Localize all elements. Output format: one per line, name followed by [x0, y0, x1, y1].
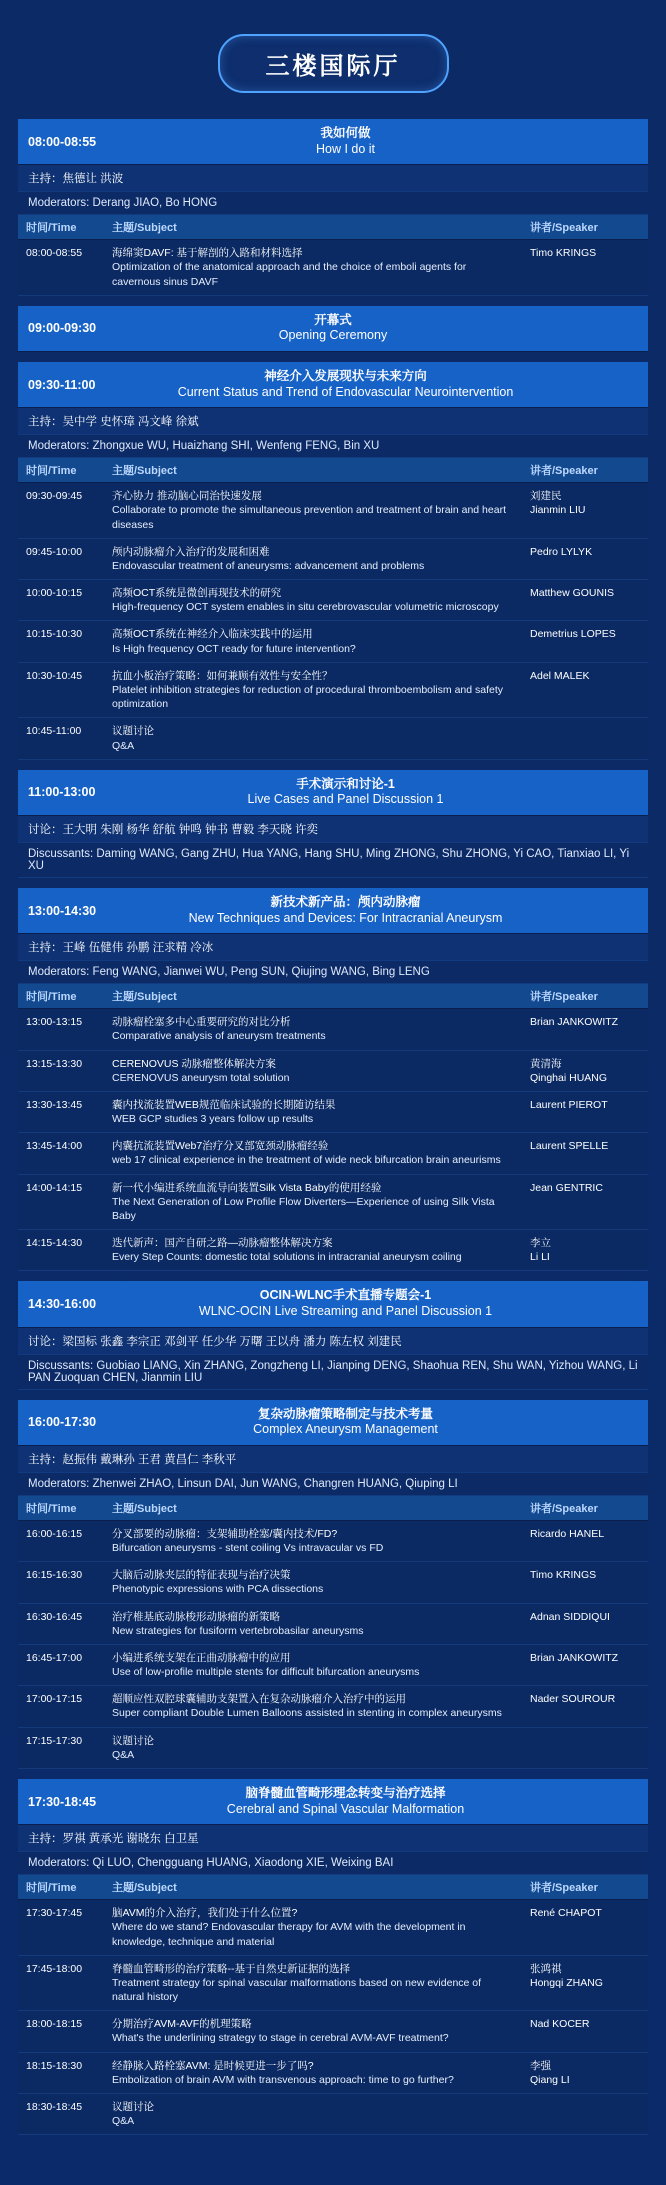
row-speaker: [522, 1562, 648, 1603]
column-header-speaker: 讲者/Speaker: [522, 1496, 648, 1521]
row-speaker: [522, 240, 648, 296]
session-time: 09:30-11:00: [28, 377, 96, 392]
row-speaker-en: Li LI: [530, 1251, 550, 1264]
table-row: [18, 580, 648, 621]
row-subject-cn: 大脑后动脉夹层的特征表现与治疗决策: [112, 1569, 291, 1582]
row-speaker-en: Timo KRINGS: [530, 247, 597, 260]
session-moderators-en: Moderators: Zhenwei ZHAO, Linsun DAI, Jun WANG, Changren HUANG, Qiuping LI: [18, 1473, 648, 1496]
column-header-speaker: 讲者/Speaker: [522, 1875, 648, 1900]
row-speaker: [522, 1603, 648, 1644]
table-row: [18, 1644, 648, 1685]
session-moderators-cn: 讨论：梁国标 张鑫 李宗正 邓剑平 任少华 万曙 王以舟 潘力 陈左权 刘建民: [18, 1328, 648, 1355]
session-block: [18, 306, 648, 352]
row-speaker-cn: 李强: [530, 2059, 551, 2072]
row-subject-en: Q&A: [112, 2115, 135, 2128]
session-titles: [123, 126, 638, 157]
row-time: 13:30-13:45: [18, 1091, 104, 1132]
row-speaker-en: Jianmin LIU: [530, 504, 586, 517]
row-subject: [104, 1133, 522, 1174]
session-time: 16:00-17:30: [28, 1415, 97, 1430]
session-title-en: Complex Aneurysm Management: [253, 1422, 438, 1437]
row-subject-en: Is High frequency OCT ready for future intervention?: [112, 642, 356, 655]
row-subject: [104, 662, 522, 718]
row-subject-en: High-frequency OCT system enables in situ cerebrovascular volumetric microscopy: [112, 601, 499, 614]
row-subject-en: Embolization of brain AVM with transvenous approach: time to go further?: [112, 2073, 454, 2086]
session-titles: [123, 1407, 638, 1438]
row-speaker: [522, 1050, 648, 1091]
row-subject-en: Comparative analysis of aneurysm treatments: [112, 1030, 326, 1043]
session-title-en: WLNC-OCIN Live Streaming and Panel Discussion 1: [198, 1304, 493, 1319]
row-speaker-en: Nad KOCER: [530, 2018, 590, 2031]
row-time: 16:15-16:30: [18, 1562, 104, 1603]
section-spacer: [18, 1769, 648, 1779]
table-row: [18, 1050, 648, 1091]
row-speaker-en: Nader SOUROUR: [530, 1693, 616, 1706]
column-header-speaker: 讲者/Speaker: [522, 215, 648, 240]
session-table: [18, 984, 648, 1271]
table-row: [18, 662, 648, 718]
session-titles: [123, 313, 638, 344]
column-header-subject: 主题/Subject: [104, 1875, 522, 1900]
row-time: 14:15-14:30: [18, 1230, 104, 1271]
row-subject-cn: 脑AVM的介入治疗，我们处于什么位置?: [112, 1907, 298, 1920]
section-spacer: [18, 2135, 648, 2145]
session-header: [18, 770, 648, 816]
row-time: 17:45-18:00: [18, 1955, 104, 2011]
row-subject: [104, 538, 522, 579]
table-row: [18, 1520, 648, 1561]
row-speaker: [522, 1133, 648, 1174]
session-header: [18, 119, 648, 165]
row-speaker-en: Demetrius LOPES: [530, 628, 616, 641]
session-title-cn: 脑脊髓血管畸形理念转变与治疗选择: [245, 1785, 446, 1800]
row-subject: [104, 718, 522, 759]
table-row: [18, 2011, 648, 2052]
table-row: [18, 538, 648, 579]
row-subject-en: CERENOVUS aneurysm total solution: [112, 1071, 290, 1084]
session-time: 14:30-16:00: [28, 1297, 97, 1312]
session-title-cn: 开幕式: [314, 312, 352, 327]
session-moderators-cn: 主持：罗祺 黄承光 谢晓东 白卫星: [18, 1825, 648, 1852]
row-subject: [104, 621, 522, 662]
section-spacer: [18, 1390, 648, 1400]
session-titles: [123, 1288, 638, 1319]
table-row: [18, 1174, 648, 1230]
row-subject-cn: 议题讨论: [112, 1734, 154, 1747]
column-header-subject: 主题/Subject: [104, 984, 522, 1009]
row-speaker: [522, 621, 648, 662]
row-subject-en: Every Step Counts: domestic total solutions in intracranial aneurysm coiling: [112, 1251, 462, 1264]
session-moderators-en: Discussants: Daming WANG, Gang ZHU, Hua YANG, Hang SHU, Ming ZHONG, Shu ZHONG, Yi CAO, Tianxiao LI, Yi XU: [18, 843, 648, 878]
row-time: 18:30-18:45: [18, 2093, 104, 2134]
session-header: [18, 306, 648, 352]
row-speaker: [522, 1686, 648, 1727]
session-title-en: Cerebral and Spinal Vascular Malformation: [226, 1801, 465, 1816]
session-moderators-en: Moderators: Zhongxue WU, Huaizhang SHI, Wenfeng FENG, Bin XU: [18, 435, 648, 458]
session-moderators-en: Discussants: Guobiao LIANG, Xin ZHANG, Zongzheng LI, Jianping DENG, Shaohua REN, Shu WAN, Yizhou WANG, Li PAN Zuoquan CHEN, Jianmin LIU: [18, 1355, 648, 1390]
session-block: [18, 1779, 648, 2135]
session-table: [18, 1875, 648, 2135]
session-title-cn: 复杂动脉瘤策略制定与技术考量: [257, 1406, 433, 1421]
row-time: 13:15-13:30: [18, 1050, 104, 1091]
row-subject: [104, 2011, 522, 2052]
row-speaker: [522, 1900, 648, 1956]
row-speaker-cn: 张鸿祺: [530, 1962, 562, 1975]
row-speaker-en: Laurent PIEROT: [530, 1098, 608, 1111]
row-subject: [104, 1562, 522, 1603]
row-subject-en: Super compliant Double Lumen Balloons assisted in stenting in complex aneurysms: [112, 1707, 502, 1720]
row-subject-en: Treatment strategy for spinal vascular malformations based on new evidence of natural history: [112, 1976, 482, 2004]
row-speaker: [522, 718, 648, 759]
row-subject-cn: 动脉瘤栓塞多中心重要研究的对比分析: [112, 1016, 291, 1029]
session-title-cn: 神经介入发展现状与未来方向: [264, 369, 427, 384]
row-subject: [104, 1520, 522, 1561]
session-table: [18, 458, 648, 759]
row-subject-en: Optimization of the anatomical approach and the choice of emboli agents for cavernous sinus DAVF: [112, 261, 467, 288]
column-header-speaker: 讲者/Speaker: [522, 458, 648, 483]
session-title-cn: OCIN-WLNC手术直播专题会-1: [259, 1288, 432, 1303]
row-speaker: [522, 1520, 648, 1561]
session-block: [18, 1400, 648, 1769]
row-subject-en: New strategies for fusiform vertebrobasilar aneurysms: [112, 1624, 364, 1637]
session-time: 09:00-09:30: [28, 321, 97, 336]
session-header: [18, 362, 648, 408]
row-speaker-en: Timo KRINGS: [530, 1569, 597, 1582]
row-speaker-cn: 黄清海: [530, 1057, 562, 1070]
table-row: [18, 718, 648, 759]
row-speaker-cn: 李立: [530, 1237, 551, 1250]
row-subject: [104, 2093, 522, 2134]
row-speaker-en: Pedro LYLYK: [530, 545, 593, 558]
row-speaker: [522, 538, 648, 579]
row-subject-cn: 海绵窦DAVF: 基于解剖的入路和材料选择: [112, 247, 303, 260]
row-subject: [104, 580, 522, 621]
row-subject-cn: 高频OCT系统在神经介入临床实践中的运用: [112, 628, 313, 641]
row-subject-en: Phenotypic expressions with PCA dissections: [112, 1583, 324, 1596]
row-time: 14:00-14:15: [18, 1174, 104, 1230]
session-title-en: Opening Ceremony: [278, 328, 388, 343]
row-subject-en: web 17 clinical experience in the treatment of wide neck bifurcation brain aneurisms: [112, 1154, 501, 1167]
section-spacer: [18, 760, 648, 770]
row-speaker-en: Hongqi ZHANG: [530, 1976, 603, 1989]
row-time: 09:30-09:45: [18, 483, 104, 539]
session-time: 13:00-14:30: [28, 903, 97, 918]
row-speaker-en: Qiang LI: [530, 2073, 570, 2086]
session-titles: [123, 369, 638, 400]
row-subject-cn: 议题讨论: [112, 2100, 154, 2113]
column-header-time: 时间/Time: [18, 1875, 104, 1900]
row-time: 18:15-18:30: [18, 2052, 104, 2093]
session-block: [18, 119, 648, 296]
session-moderators-cn: 主持：焦德让 洪波: [18, 165, 648, 192]
row-speaker-en: Brian JANKOWITZ: [530, 1016, 619, 1029]
row-speaker-en: René CHAPOT: [530, 1907, 602, 1920]
table-row: [18, 621, 648, 662]
row-subject: [104, 1230, 522, 1271]
table-header-row: [18, 458, 648, 483]
row-speaker: [522, 662, 648, 718]
table-row: [18, 1900, 648, 1956]
table-header-row: [18, 1875, 648, 1900]
row-speaker-en: Adel MALEK: [530, 669, 590, 682]
row-subject-en: The Next Generation of Low Profile Flow Diverters—Experience of using Silk Vista Baby: [112, 1195, 495, 1222]
row-speaker-en: Jean GENTRIC: [530, 1181, 603, 1194]
row-subject-cn: 迭代新声：国产自研之路—动脉瘤整体解决方案: [112, 1237, 333, 1250]
session-header: [18, 888, 648, 934]
row-subject-cn: 小编进系统支架在正曲动脉瘤中的应用: [112, 1651, 291, 1664]
row-subject-en: Q&A: [112, 739, 135, 752]
row-speaker: [522, 1727, 648, 1768]
row-subject-cn: 分期治疗AVM-AVF的机理策略: [112, 2018, 252, 2031]
session-titles: [123, 895, 638, 926]
row-subject-cn: 高频OCT系统是微创再现技术的研究: [112, 587, 282, 600]
row-subject: [104, 1174, 522, 1230]
row-subject-cn: 分叉部要的动脉瘤：支架辅助栓塞/囊内技术/FD?: [112, 1527, 338, 1540]
row-speaker: [522, 1955, 648, 2011]
row-speaker-en: Qinghai HUANG: [530, 1071, 608, 1084]
row-time: 10:15-10:30: [18, 621, 104, 662]
row-subject-en: Use of low-profile multiple stents for difficult bifurcation aneurysms: [112, 1666, 420, 1679]
column-header-time: 时间/Time: [18, 458, 104, 483]
row-speaker-en: Brian JANKOWITZ: [530, 1651, 619, 1664]
session-time: 11:00-13:00: [28, 785, 96, 800]
column-header-time: 时间/Time: [18, 1496, 104, 1521]
row-subject: [104, 1050, 522, 1091]
session-title-cn: 手术演示和讨论-1: [296, 776, 395, 791]
row-time: 09:45-10:00: [18, 538, 104, 579]
session-block: [18, 362, 648, 760]
session-title-cn: 新技术新产品：颅内动脉瘤: [270, 894, 421, 909]
row-subject-cn: 超顺应性双腔球囊辅助支架置入在复杂动脉瘤介入治疗中的运用: [112, 1693, 406, 1706]
session-header: [18, 1779, 648, 1825]
table-header-row: [18, 984, 648, 1009]
table-row: [18, 2093, 648, 2134]
table-row: [18, 1727, 648, 1768]
section-spacer: [18, 878, 648, 888]
session-titles: [123, 1786, 638, 1817]
row-subject-en: Collaborate to promote the simultaneous prevention and treatment of brain and heart diseases: [112, 504, 506, 531]
session-block: [18, 770, 648, 878]
row-speaker: [522, 580, 648, 621]
column-header-time: 时间/Time: [18, 984, 104, 1009]
row-subject-cn: 颅内动脉瘤介入治疗的发展和困难: [112, 545, 270, 558]
session-moderators-cn: 讨论：王大明 朱刚 杨华 舒航 钟鸣 钟书 曹毅 李天晓 许奕: [18, 816, 648, 843]
row-subject-en: WEB GCP studies 3 years follow up results: [112, 1113, 314, 1126]
session-title-en: Current Status and Trend of Endovascular Neurointervention: [177, 384, 514, 399]
row-subject-cn: 内囊抗流装置Web7治疗分叉部宽颈动脉瘤经验: [112, 1140, 329, 1153]
row-subject: [104, 1091, 522, 1132]
row-speaker-en: Adnan SIDDIQUI: [530, 1610, 610, 1623]
section-spacer: [18, 1271, 648, 1281]
table-row: [18, 1686, 648, 1727]
row-speaker: [522, 2093, 648, 2134]
table-row: [18, 1133, 648, 1174]
session-titles: [123, 777, 638, 808]
row-subject: [104, 1727, 522, 1768]
row-speaker-en: Matthew GOUNIS: [530, 587, 615, 600]
session-table: [18, 1496, 648, 1769]
session-title-en: Live Cases and Panel Discussion 1: [247, 792, 444, 807]
row-time: 10:45-11:00: [18, 718, 104, 759]
session-moderators-cn: 主持：赵振伟 戴琳孙 王君 黄昌仁 李秋平: [18, 1446, 648, 1473]
section-spacer: [18, 296, 648, 306]
row-subject-en: What's the underlining strategy to stage in cerebral AVM-AVF treatment?: [112, 2032, 449, 2045]
row-subject-cn: 脊髓血管畸形的治疗策略--基于自然史新证据的选择: [112, 1962, 350, 1975]
table-row: [18, 240, 648, 296]
row-speaker: [522, 1091, 648, 1132]
row-subject: [104, 2052, 522, 2093]
session-moderators-cn: 主持：吴中学 史怀璋 冯文峰 徐斌: [18, 408, 648, 435]
session-moderators-cn: 主持：王峰 伍健伟 孙鹏 汪求精 冷冰: [18, 934, 648, 961]
row-time: 10:00-10:15: [18, 580, 104, 621]
table-header-row: [18, 215, 648, 240]
column-header-subject: 主题/Subject: [104, 458, 522, 483]
hall-banner: [0, 0, 666, 119]
table-row: [18, 1091, 648, 1132]
table-row: [18, 1562, 648, 1603]
row-subject-cn: 齐心协力 推动脑心同治快速发展: [112, 490, 262, 503]
session-moderators-en: Moderators: Derang JIAO, Bo HONG: [18, 192, 648, 215]
row-subject: [104, 1009, 522, 1050]
table-row: [18, 1603, 648, 1644]
session-time: 17:30-18:45: [28, 1794, 97, 1809]
row-speaker-en: Laurent SPELLE: [530, 1140, 609, 1153]
row-speaker-cn: 刘建民: [530, 490, 562, 503]
sessions-container: [0, 119, 666, 2145]
column-header-time: 时间/Time: [18, 215, 104, 240]
row-time: 16:30-16:45: [18, 1603, 104, 1644]
row-time: 17:15-17:30: [18, 1727, 104, 1768]
row-subject: [104, 1900, 522, 1956]
session-header: [18, 1400, 648, 1446]
row-time: 16:45-17:00: [18, 1644, 104, 1685]
row-speaker: [522, 483, 648, 539]
row-subject-cn: CERENOVUS 动脉瘤整体解决方案: [112, 1057, 276, 1070]
session-header: [18, 1281, 648, 1327]
row-subject: [104, 1686, 522, 1727]
session-moderators-en: Moderators: Qi LUO, Chengguang HUANG, Xiaodong XIE, Weixing BAI: [18, 1852, 648, 1875]
row-speaker: [522, 1644, 648, 1685]
row-time: 16:00-16:15: [18, 1520, 104, 1561]
session-table: [18, 215, 648, 296]
row-time: 10:30-10:45: [18, 662, 104, 718]
row-time: 13:45-14:00: [18, 1133, 104, 1174]
row-time: 17:00-17:15: [18, 1686, 104, 1727]
table-row: [18, 1230, 648, 1271]
row-time: 18:00-18:15: [18, 2011, 104, 2052]
column-header-subject: 主题/Subject: [104, 1496, 522, 1521]
row-speaker: [522, 2011, 648, 2052]
row-subject-cn: 经静脉入路栓塞AVM: 是时候更进一步了吗?: [112, 2059, 314, 2072]
row-speaker: [522, 1174, 648, 1230]
row-subject-cn: 抗血小板治疗策略：如何兼顾有效性与安全性？: [112, 669, 333, 682]
table-row: [18, 1955, 648, 2011]
row-subject-cn: 议题讨论: [112, 725, 154, 738]
table-row: [18, 2052, 648, 2093]
row-speaker: [522, 1009, 648, 1050]
row-subject: [104, 1644, 522, 1685]
section-spacer: [18, 352, 648, 362]
session-block: [18, 1281, 648, 1389]
row-subject-en: Where do we stand? Endovascular therapy for AVM with the development in knowledge, technique and material: [112, 1921, 466, 1948]
row-subject-en: Q&A: [112, 1748, 135, 1761]
row-speaker: [522, 2052, 648, 2093]
table-row: [18, 1009, 648, 1050]
row-speaker: [522, 1230, 648, 1271]
table-header-row: [18, 1496, 648, 1521]
row-time: 08:00-08:55: [18, 240, 104, 296]
row-subject: [104, 240, 522, 296]
row-subject: [104, 1955, 522, 2011]
session-time: 08:00-08:55: [28, 134, 97, 149]
row-subject-cn: 囊内找流装置WEB规范临床试验的长期随访结果: [112, 1098, 336, 1111]
column-header-speaker: 讲者/Speaker: [522, 984, 648, 1009]
session-block: [18, 888, 648, 1271]
session-title-cn: 我如何做: [320, 126, 371, 140]
row-subject-cn: 新一代小编进系统血流导向装置Silk Vista Baby的使用经验: [112, 1181, 382, 1194]
row-subject: [104, 1603, 522, 1644]
session-title-en: How I do it: [315, 141, 376, 156]
hall-name: 三楼国际厅: [218, 34, 449, 93]
row-subject-en: Platelet inhibition strategies for reduction of procedural thromboembolism and safety optimization: [112, 683, 504, 711]
row-time: 13:00-13:15: [18, 1009, 104, 1050]
session-title-en: New Techniques and Devices: For Intracranial Aneurysm: [188, 910, 503, 925]
row-speaker-en: Ricardo HANEL: [530, 1527, 605, 1540]
row-time: 17:30-17:45: [18, 1900, 104, 1956]
column-header-subject: 主题/Subject: [104, 215, 522, 240]
row-subject: [104, 483, 522, 539]
row-subject-cn: 治疗椎基底动脉梭形动脉瘤的新策略: [112, 1610, 280, 1623]
session-moderators-en: Moderators: Feng WANG, Jianwei WU, Peng SUN, Qiujing WANG, Bing LENG: [18, 961, 648, 984]
table-row: [18, 483, 648, 539]
row-subject-en: Endovascular treatment of aneurysms: advancement and problems: [112, 559, 425, 572]
row-subject-en: Bifurcation aneurysms - stent coiling Vs intravacular vs FD: [112, 1542, 384, 1555]
